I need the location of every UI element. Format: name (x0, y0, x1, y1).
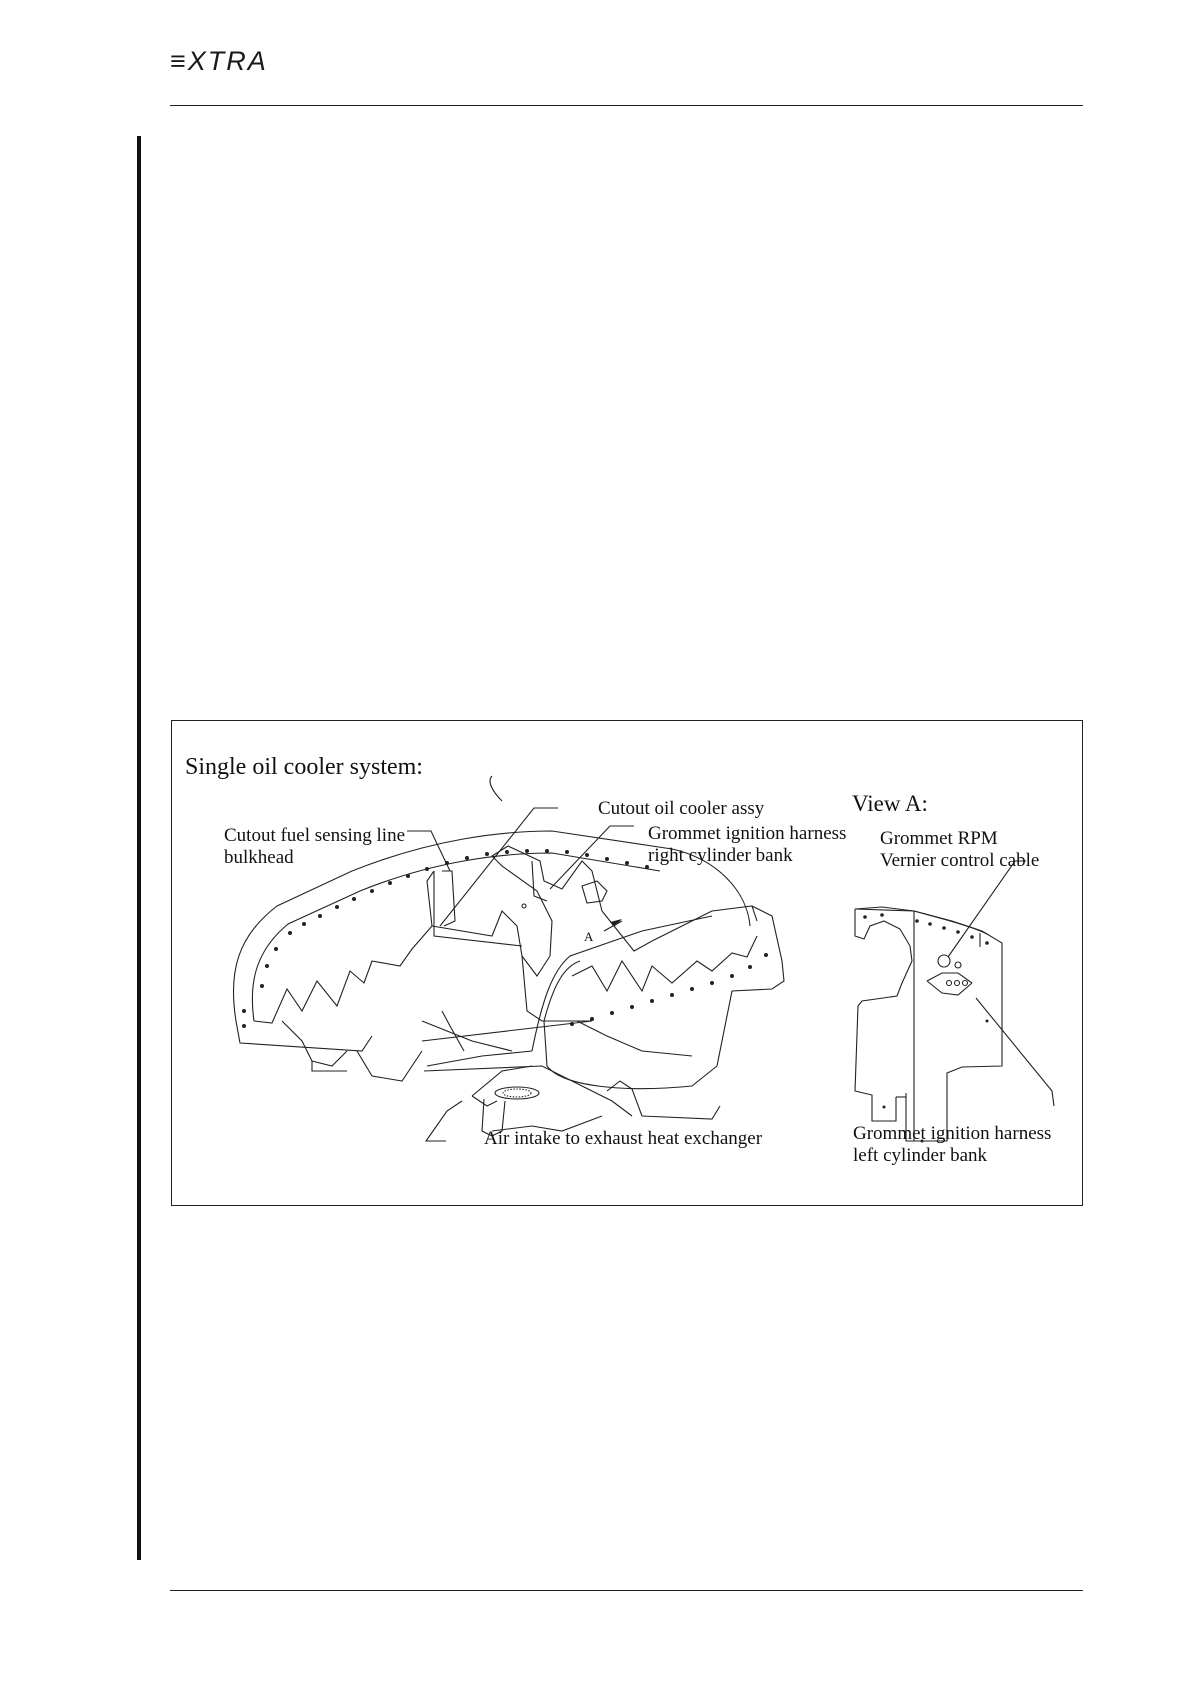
view-arrow (610, 919, 622, 927)
view-a-rivets (863, 913, 989, 1142)
callout-oil-cooler: Cutout oil cooler assy (598, 798, 765, 819)
callout-fuel-sensing-line-2: bulkhead (224, 847, 294, 868)
view-marker: A (584, 929, 594, 944)
rivets (242, 849, 768, 1028)
extra-logo: ≡XTRA (170, 46, 268, 76)
callout-fuel-sensing-line: Cutout fuel sensing line (224, 825, 406, 846)
view-a-drawing (855, 907, 1002, 1141)
callout-rpm-grommet: Grommet RPM (880, 828, 998, 849)
callout-rpm-grommet-2: Vernier control cable (880, 850, 1040, 871)
figure-title: Single oil cooler system: (185, 754, 423, 780)
callout-ignition-left-2: left cylinder bank (853, 1145, 988, 1166)
callout-ignition-left: Grommet ignition harness (853, 1123, 1052, 1144)
callout-air-intake: Air intake to exhaust heat exchanger (484, 1128, 763, 1149)
view-a-title: View A: (852, 791, 928, 816)
callout-ignition-right: Grommet ignition harness (648, 823, 847, 844)
revision-bar (137, 136, 141, 1560)
callout-ignition-right-2: right cylinder bank (648, 845, 793, 866)
oil-cooler-figure (171, 720, 1083, 1206)
footer-rule (170, 1590, 1083, 1591)
header-rule (170, 105, 1083, 106)
